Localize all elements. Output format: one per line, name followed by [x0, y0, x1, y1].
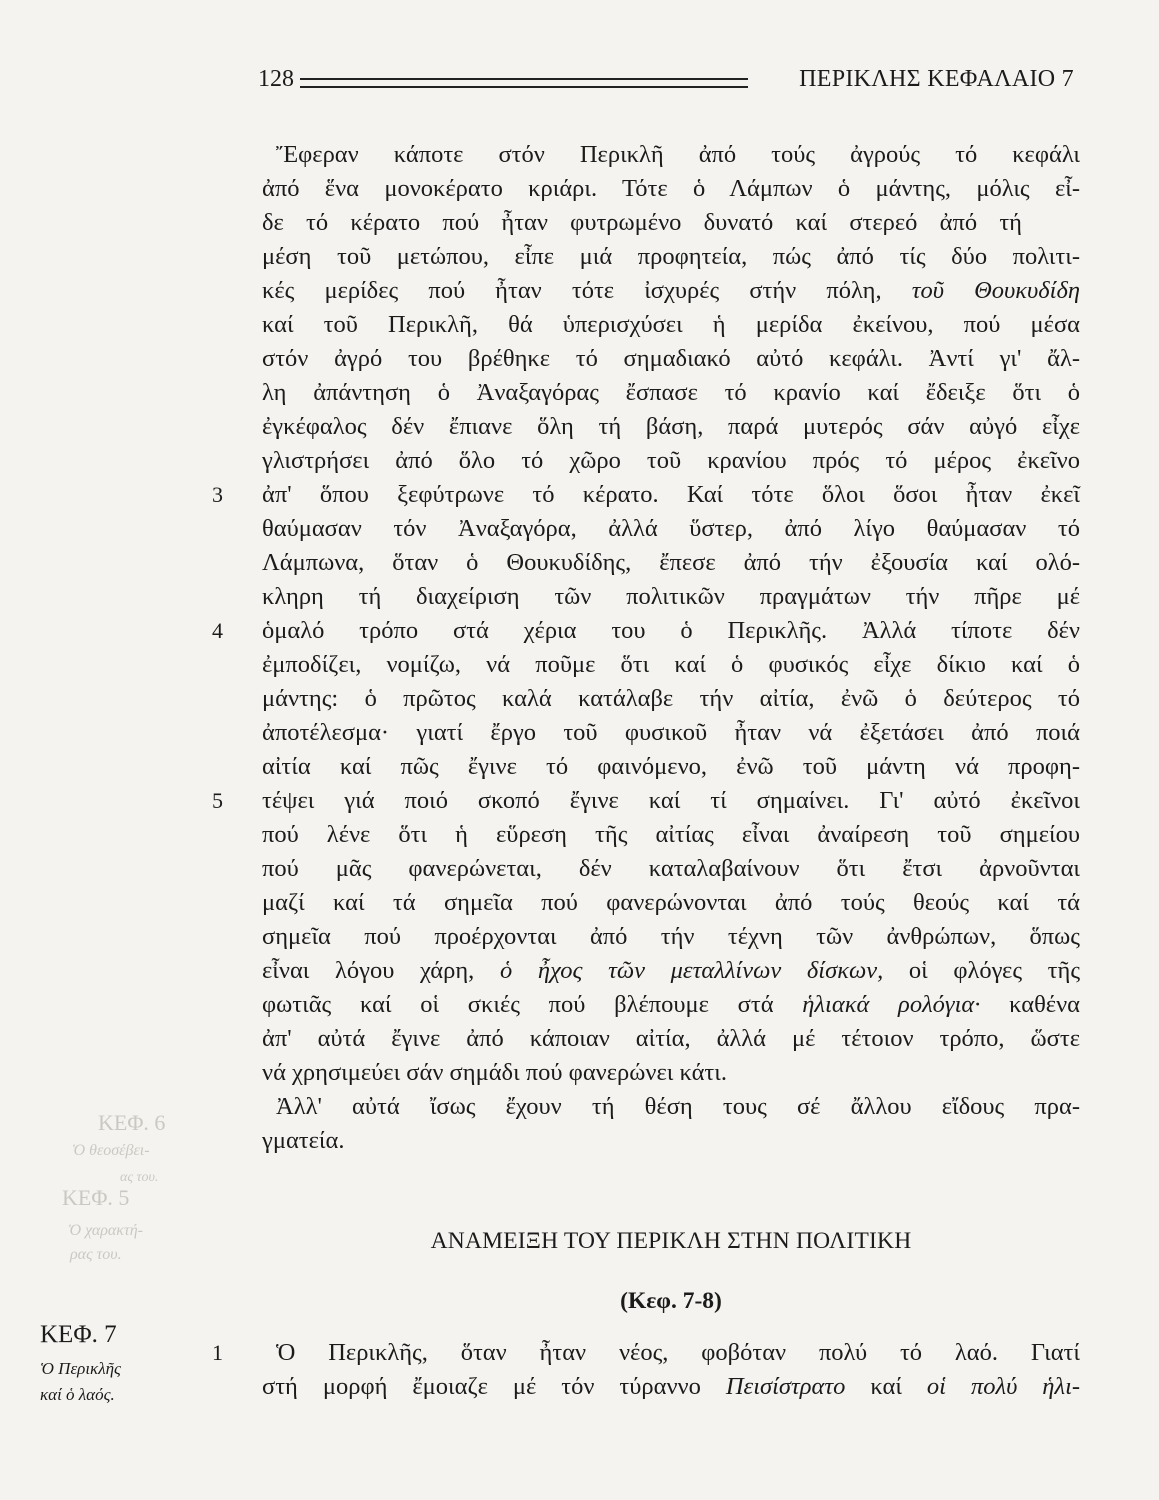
margin-note: [40, 1320, 190, 1408]
body-line: γματεία.: [262, 1127, 345, 1154]
margin-note-subtitle-line: καί ὁ λαός.: [40, 1385, 115, 1404]
bleed-through-text: ας του.: [120, 1170, 159, 1185]
body-line-text: στή μορφή ἔμοιαζε μέ τόν τύραννο: [262, 1373, 701, 1400]
body-line: [262, 988, 1080, 1022]
body-line: πού λένε ὅτι ἡ εὕρεση τῆς αἰτίας εἶναι ἀναίρεση τοῦ σημείου: [262, 821, 1080, 848]
bleed-through-text: ρας του.: [70, 1246, 122, 1263]
body-line: ἐμποδίζει, νομίζω, νά ποῦμε ὅτι καί ὁ φυσικός εἶχε δίκιο καί ὁ: [262, 651, 1080, 678]
bleed-through-text: Ὁ θεοσέβει-: [72, 1142, 150, 1159]
body-line: στόν ἀγρό του βρέθηκε τό σημαδιακό αὐτό κεφάλι. Ἀντί γι' ἄλ-: [262, 345, 1080, 372]
body-line-text: εἶναι λόγου χάρη,: [262, 957, 475, 984]
section-number: 5: [212, 788, 223, 813]
body-line: λη ἀπάντηση ὁ Ἀναξαγόρας ἔσπασε τό κρανίο καί ἔδειξε ὅτι ὁ: [262, 379, 1080, 406]
body-line-text: καθένα: [1009, 991, 1081, 1018]
margin-note-subtitle-line: Ὁ Περικλῆς: [40, 1359, 121, 1378]
margin-note-subtitle: [40, 1356, 190, 1408]
body-line: μέση τοῦ μετώπου, εἶπε μιά προφητεία, πώς ἀπό τίς δύο πολιτι-: [262, 243, 1080, 270]
body-line: τέψει γιά ποιό σκοπό ἔγινε καί τί σημαίνει. Γι' αὐτό ἐκεῖνοι: [262, 787, 1080, 814]
body-line: Ὁ Περικλῆς, ὅταν ἦταν νέος, φοβόταν πολύ τό λαό. Γιατί: [276, 1339, 1080, 1366]
section-heading: ΑΝΑΜΕΙΞΗ ΤΟΥ ΠΕΡΙΚΛΗ ΣΤΗΝ ΠΟΛΙΤΙΚΗ: [430, 1228, 912, 1254]
section-number: 3: [212, 482, 223, 507]
body-line: ἀποτέλεσμα· γιατί ἔργο τοῦ φυσικοῦ ἦταν νά ἐξετάσει ἀπό ποιά: [262, 719, 1080, 746]
italic-term: ὁ ἦχος τῶν μεταλλίνων δίσκων,: [499, 957, 884, 984]
body-line: [262, 1370, 1080, 1404]
body-line-text: οἱ φλόγες τῆς: [908, 957, 1081, 984]
italic-term: ἡλιακά ρολόγια·: [802, 991, 981, 1018]
body-line: Ἔφεραν κάποτε στόν Περικλῆ ἀπό τούς ἀγρούς τό κεφάλι: [276, 141, 1080, 168]
header-double-rule: [300, 78, 748, 88]
section-number: 1: [212, 1340, 223, 1365]
body-line: ἀπ' αὐτά ἔγινε ἀπό κάποιαν αἰτία, ἀλλά μέ τέτοιον τρόπο, ὥστε: [262, 1025, 1080, 1052]
body-line: ἐγκέφαλος δέν ἔπιανε ὅλη τή βάση, παρά μυτερός σάν αὐγό εἶχε: [262, 413, 1080, 440]
bleed-through-text: ΚΕΦ. 6: [98, 1110, 166, 1135]
body-line: θαύμασαν τόν Ἀναξαγόρα, ἀλλά ὕστερ, ἀπό λίγο θαύμασαν τό: [262, 515, 1080, 542]
margin-note-title: ΚΕΦ. 7: [40, 1321, 117, 1348]
italic-term: οἱ πολύ ἡλι-: [926, 1373, 1081, 1400]
body-line: [262, 274, 1080, 308]
body-line: πού μᾶς φανερώνεται, δέν καταλαβαίνουν ὅτι ἔτσι ἀρνοῦνται: [262, 855, 1080, 882]
body-line: καί τοῦ Περικλῆ, θά ὑπερισχύσει ἡ μερίδα ἐκείνου, πού μέσα: [262, 311, 1080, 338]
running-header: [258, 66, 1078, 100]
running-title: ΠΕΡΙΚΛΗΣ ΚΕΦΑΛΑΙΟ 7: [799, 66, 1074, 92]
italic-term: Πεισίστρατο: [725, 1373, 846, 1400]
body-line: δε τό κέρατο πού ἦταν φυτρωμένο δυνατό καί στερεό ἀπό τή: [262, 209, 1022, 236]
body-line: νά χρησιμεύει σάν σημάδι πού φανερώνει κάτι.: [262, 1059, 727, 1086]
body-line: μάντης: ὁ πρῶτος καλά κατάλαβε τήν αἰτία, ἐνῶ ὁ δεύτερος τό: [262, 685, 1080, 712]
body-line-text: φωτιᾶς καί οἱ σκιές πού βλέπουμε στά: [262, 991, 774, 1018]
body-line: ἀπό ἕνα μονοκέρατο κριάρι. Τότε ὁ Λάμπων ὁ μάντης, μόλις εἶ-: [262, 175, 1080, 202]
body-line: σημεῖα πού προέρχονται ἀπό τήν τέχνη τῶν ἀνθρώπων, ὅπως: [262, 923, 1080, 950]
bleed-through-text: ΚΕΦ. 5: [62, 1185, 130, 1210]
body-line-text: καί: [870, 1373, 902, 1400]
body-line: Λάμπωνα, ὅταν ὁ Θουκυδίδης, ἔπεσε ἀπό τήν ἐξουσία καί ολό-: [262, 549, 1080, 576]
chapter-reference: (Κεφ. 7-8): [620, 1288, 722, 1314]
body-line: Ἀλλ' αὐτά ἴσως ἔχουν τή θέση τους σέ ἄλλου εἴδους πρα-: [276, 1093, 1080, 1120]
body-line: ἀπ' ὅπου ξεφύτρωνε τό κέρατο. Καί τότε ὅλοι ὅσοι ἦταν ἐκεῖ: [262, 481, 1080, 508]
section-number: 4: [212, 618, 223, 643]
body-line: ὁμαλό τρόπο στά χέρια του ὁ Περικλῆς. Ἀλλά τίποτε δέν: [262, 617, 1080, 644]
body-line: γλιστρήσει ἀπό ὅλο τό χῶρο τοῦ κρανίου πρός τό μέρος ἐκεῖνο: [262, 447, 1080, 474]
body-line: μαζί καί τά σημεῖα πού φανερώνονται ἀπό τούς θεούς καί τά: [262, 889, 1080, 916]
page-number: 128: [258, 66, 294, 92]
body-line-text: κές μερίδες πού ἦταν τότε ἰσχυρές στήν πόλη,: [262, 277, 882, 304]
body-line: αἰτία καί πῶς ἔγινε τό φαινόμενο, ἐνῶ τοῦ μάντη νά προφη-: [262, 753, 1080, 780]
body-line: κληρη τή διαχείριση τῶν πολιτικῶν πραγμάτων τήν πῆρε μέ: [262, 583, 1080, 610]
body-line: [262, 954, 1080, 988]
italic-term: τοῦ Θουκυδίδη: [911, 277, 1081, 304]
bleed-through-text: Ὁ χαρακτή-: [68, 1222, 143, 1239]
